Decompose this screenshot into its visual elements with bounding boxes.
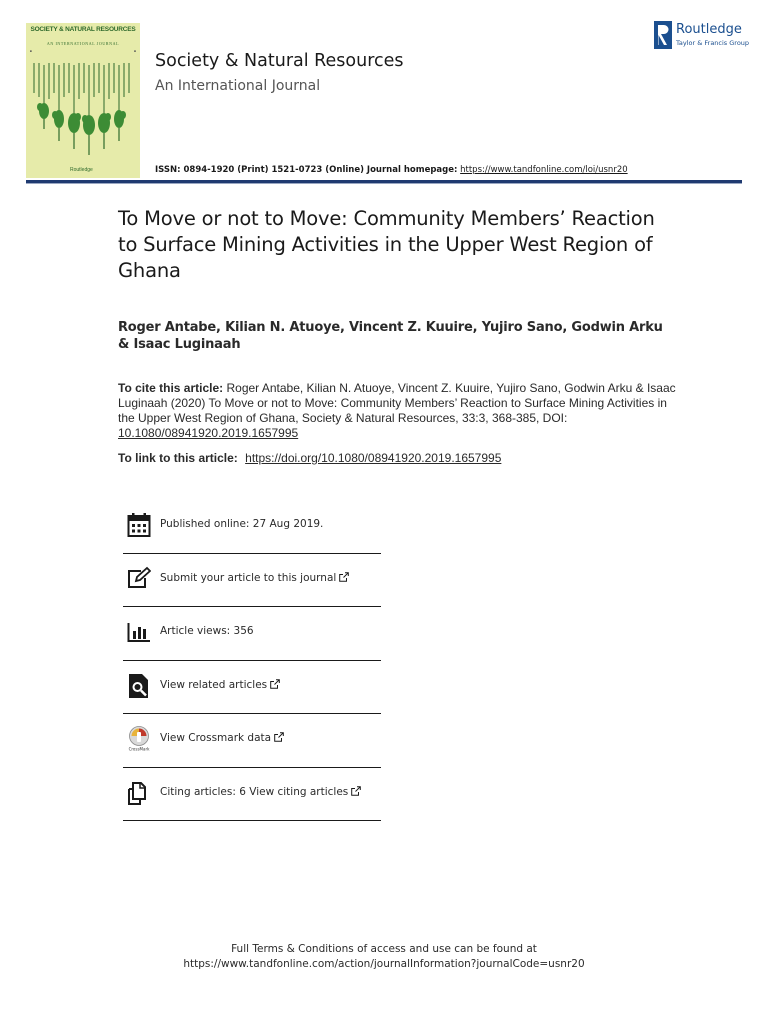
cover-meta: ■ ■ (30, 49, 136, 53)
external-link-icon (274, 732, 284, 742)
journal-name: Society & Natural Resources (155, 51, 404, 71)
citation-doi-link[interactable]: 10.1080/08941920.2019.1657995 (118, 426, 299, 440)
edit-icon (127, 566, 151, 592)
submit-article-link[interactable] (160, 572, 349, 584)
crossmark-caption: CrossMark (128, 746, 150, 752)
journal-cover-image (26, 23, 140, 178)
crossmark-label: View Crossmark data (160, 732, 272, 744)
search-document-icon (127, 673, 151, 699)
cover-publisher: Routledge (70, 167, 93, 173)
terms-url[interactable]: https://www.tandfonline.com/action/journalInformation?journalCode=usnr20 (183, 958, 585, 970)
publisher-name: Routledge (676, 22, 742, 37)
issn-line (155, 165, 628, 175)
external-link-icon (351, 786, 361, 796)
crossmark-link[interactable] (160, 732, 284, 744)
calendar-icon (127, 512, 151, 538)
header-divider (26, 180, 742, 184)
submit-article-label: Submit your article to this journal (160, 571, 337, 584)
cover-title: SOCIETY & NATURAL RESOURCES (30, 26, 136, 33)
publisher-group: Taylor & Francis Group (676, 39, 750, 47)
citation-text: Roger Antabe, Kilian N. Atuoye, Vincent Z. Kuuire, Yujiro Sano, Godwin Arku & Isaac Luginaah (2020) To Move or not to Move: Community Members’ Reaction to Surface Mining Activities in the Upper West Region of Ghana, Society & Natural Resources, 33:3, 368-385, DOI: (118, 381, 676, 425)
terms-footer (0, 942, 768, 972)
citing-articles-item[interactable] (123, 768, 381, 822)
terms-text: Full Terms & Conditions of access and use can be found at (231, 943, 537, 955)
external-link-icon (339, 572, 349, 582)
external-link-icon (270, 679, 280, 689)
published-online-label: Published online: 27 Aug 2019. (160, 518, 324, 530)
submit-article-item[interactable] (123, 554, 381, 608)
published-online-item (123, 500, 381, 554)
related-articles-label: View related articles (160, 678, 268, 691)
related-articles-item[interactable] (123, 661, 381, 715)
related-articles-link[interactable] (160, 679, 280, 691)
routledge-logo-icon (654, 21, 672, 49)
issn-text: ISSN: 0894-1920 (Print) 1521-0723 (Online) Journal homepage: (155, 165, 458, 175)
article-views-item (123, 607, 381, 661)
article-title: To Move or not to Move: Community Members’ Reaction to Surface Mining Activities in the Upper West Region of Ghana (118, 207, 655, 282)
citing-articles-link[interactable] (160, 786, 361, 798)
citation-label: To cite this article: (118, 381, 224, 395)
article-meta-list (123, 500, 381, 821)
journal-subtitle: An International Journal (155, 78, 321, 94)
citation-block (118, 381, 678, 441)
article-link-block (118, 451, 678, 466)
cover-subtitle: AN INTERNATIONAL JOURNAL (46, 41, 120, 46)
bar-chart-icon (127, 619, 151, 645)
journal-homepage-link[interactable]: https://www.tandfonline.com/loi/usnr20 (460, 165, 628, 175)
article-authors: Roger Antabe, Kilian N. Atuoye, Vincent Z. Kuuire, Yujiro Sano, Godwin Arku & Isaac Luginaah (118, 320, 663, 352)
crossmark-item[interactable] (123, 714, 381, 768)
citing-articles-icon (127, 780, 151, 806)
cover-plants-illustration (30, 63, 136, 163)
article-link-label: To link to this article: (118, 451, 238, 465)
citing-articles-label: Citing articles: 6 View citing articles (160, 785, 349, 798)
article-views-label: Article views: 356 (160, 625, 254, 637)
crossmark-icon (127, 726, 151, 752)
article-doi-link[interactable]: https://doi.org/10.1080/08941920.2019.1657995 (245, 451, 502, 465)
